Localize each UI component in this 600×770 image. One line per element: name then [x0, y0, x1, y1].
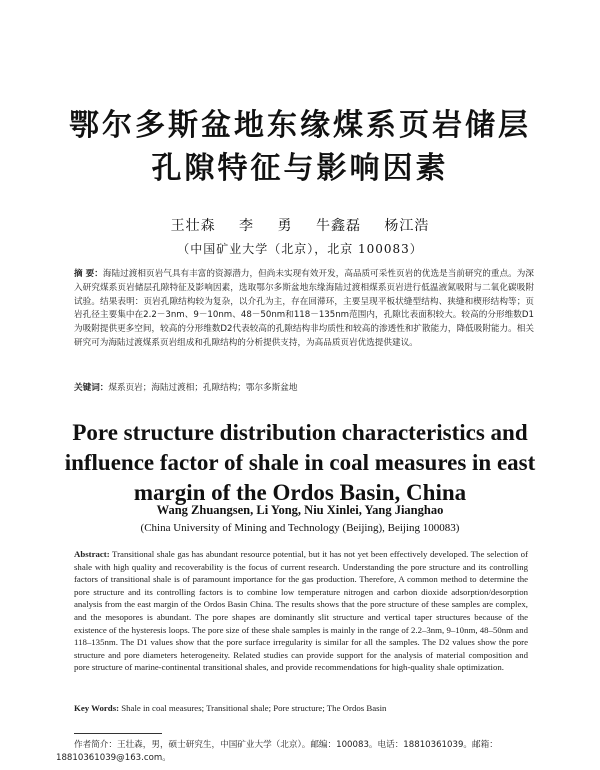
english-abstract — [74, 548, 528, 674]
english-title: Pore structure distribution characteristics and influence factor of shale in coal measures in east margin of the Ordos Basin, China — [64, 420, 536, 505]
chinese-title-line-2: 孔隙特征与影响因素 — [151, 151, 449, 186]
english-affiliation: (China University of Mining and Technology (Beijing), Beijing 100083) — [140, 522, 460, 534]
chinese-abstract-text: 海陆过渡相页岩气具有丰富的资源潜力，但尚未实现有效开发，高品质可采性页岩的优选是当前研究的重点。为深入研究煤系页岩储层孔隙特征及影响因素，选取鄂尔多斯盆地东缘海陆过渡相煤系页岩进行低温液氮吸附与二氧化碳吸附试验。结果表明：页岩孔隙结构较为复杂，以介孔为主，存在回滞环，主要呈现平板状缝型结构、狭缝和楔形结构等；页岩孔径主要集中在2.2－3nm、9－10nm、48－50nm和118－135nm范围内，孔隙比表面积较大。较高的分形维数D1为吸附提供更多空间，较高的分形维数D2代表较高的孔隙结构非均质性和较高的渗透性和扩散能力，降低吸附能力。相关研究可为海陆过渡煤系页岩组成和孔隙结构的分析提供支持，为高品质页岩优选提供建议。 — [74, 269, 534, 348]
english-abstract-label: Abstract: — [74, 549, 110, 559]
chinese-authors: 王壮森 李 勇 牛鑫磊 杨江浩 — [170, 218, 430, 234]
english-keywords-label: Key Words: — [74, 703, 120, 713]
chinese-title-line-1: 鄂尔多斯盆地东缘煤系页岩储层 — [69, 108, 531, 143]
english-keywords — [74, 703, 534, 713]
english-authors: Wang Zhuangsen, Li Yong, Niu Xinlei, Yang Jianghao — [156, 503, 444, 517]
footnote-divider — [74, 733, 162, 734]
chinese-keywords-text: 煤系页岩；海陆过渡相；孔隙结构；鄂尔多斯盆地 — [108, 383, 298, 393]
english-abstract-text: Transitional shale gas has abundant resource potential, but it has not yet been effectively developed. The selection of shale with high quality and recoverability is the focus of current research. Understanding the pore structure and its controlling factors of transitional shale is of paramount importance for the gas production. Therefore, A common method to determine the pore structure and its controlling factors is to combine low temperature nitrogen and carbon dioxide adsorption/desorption analysis from the east margin of the Ordos Basin China. The results shows that the pore structure of these samples are complex, and the mesopores is abundant. The pore shapes are dominantly slit structure and vertical taper structures because of the existence of the hysteresis loops. The pore size of these shale samples is mainly in the range of 2.2–3nm, 9–10nm, 48–50nm and 118–135nm. The D1 values show that the pore surface irregularity is similar for all the samples. The D2 values show the pore structure and pore diameters heterogeneity. Related studies can provide support for the analysis of material composition and pore structure of marine-continental transitional shales, and provide recommendations for high-quality shale optimization. — [74, 549, 528, 673]
chinese-abstract — [74, 268, 534, 351]
chinese-affiliation: （中国矿业大学（北京），北京 100083） — [177, 242, 423, 256]
chinese-keywords — [74, 381, 534, 393]
chinese-keywords-label: 关键词： — [74, 383, 109, 393]
author-footnote: 作者简介：王壮森，男，硕士研究生，中国矿业大学（北京）。邮编：100083。电话：18810361039。邮箱：18810361039@163.com。 — [56, 740, 498, 763]
english-keywords-text: Shale in coal measures; Transitional shale; Pore structure; The Ordos Basin — [121, 703, 387, 713]
chinese-abstract-label: 摘 要： — [74, 269, 103, 279]
